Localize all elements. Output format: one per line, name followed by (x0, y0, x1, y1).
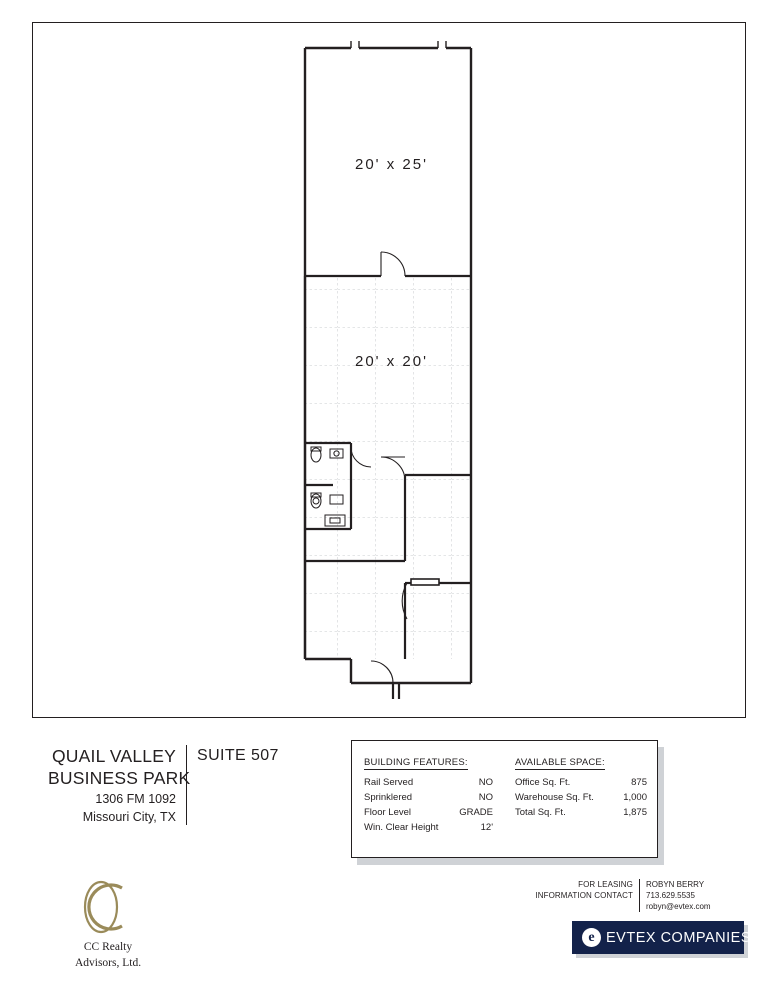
title-block (48, 745, 298, 825)
evtex-name: EVTEX COMPANIES (606, 929, 752, 946)
space-value: 1,875 (623, 807, 647, 818)
feature-label: Floor Level (364, 807, 411, 818)
table-row (515, 790, 647, 805)
floor-plan-drawing (33, 23, 747, 719)
suite-number: SUITE 507 (197, 747, 279, 764)
feature-label: Win. Clear Height (364, 822, 439, 833)
room-dimension-label-middle: 20' x 20' (355, 353, 428, 370)
leasing-contact-block (520, 879, 746, 912)
feature-label: Rail Served (364, 777, 414, 788)
feature-value: NO (478, 792, 494, 803)
feature-value: 12' (480, 822, 494, 833)
leasing-label-line1: FOR LEASING (578, 880, 633, 889)
property-address-line1: 1306 FM 1092 (95, 792, 176, 806)
contact-name: ROBYN BERRY (646, 880, 705, 889)
cc-monogram-icon (52, 876, 164, 938)
cc-realty-logo (52, 876, 164, 970)
space-value: 1,000 (623, 792, 647, 803)
available-space-column (503, 752, 657, 857)
property-name-line1: QUAIL VALLEY (52, 746, 176, 766)
building-features-heading: BUILDING FEATURES: (364, 757, 468, 768)
available-space-heading: AVAILABLE SPACE: (515, 757, 605, 768)
table-row (364, 790, 493, 805)
property-name-line2: BUSINESS PARK (48, 768, 191, 788)
table-row (515, 775, 647, 790)
table-row (364, 805, 493, 820)
feature-label: Sprinklered (364, 792, 413, 803)
table-row (364, 820, 493, 835)
room-dimension-label-front: 20' x 25' (355, 156, 428, 173)
space-label: Warehouse Sq. Ft. (515, 792, 594, 803)
leasing-label-line2: INFORMATION CONTACT (535, 891, 633, 900)
space-value: 875 (631, 777, 647, 788)
table-row (515, 805, 647, 820)
floor-plan-frame (32, 22, 746, 718)
contact-phone: 713.629.5535 (646, 891, 695, 900)
evtex-logo (572, 921, 752, 954)
building-features-column (352, 752, 503, 857)
property-identity (48, 745, 191, 825)
contact-email[interactable]: robyn@evtex.com (646, 902, 711, 911)
property-address-line2: Missouri City, TX (82, 810, 176, 824)
space-label: Office Sq. Ft. (515, 777, 571, 788)
evtex-mark-icon: e (582, 928, 601, 947)
table-row (364, 775, 493, 790)
cc-realty-caption-line1: CC Realty (83, 941, 133, 953)
leasing-labels (525, 879, 640, 912)
leasing-values (640, 879, 746, 912)
suite-identity (187, 745, 279, 765)
space-label: Total Sq. Ft. (515, 807, 566, 818)
feature-value: GRADE (459, 807, 494, 818)
feature-value: NO (478, 777, 494, 788)
features-box (351, 740, 658, 858)
cc-realty-caption-line2: Advisors, Ltd. (74, 957, 142, 969)
